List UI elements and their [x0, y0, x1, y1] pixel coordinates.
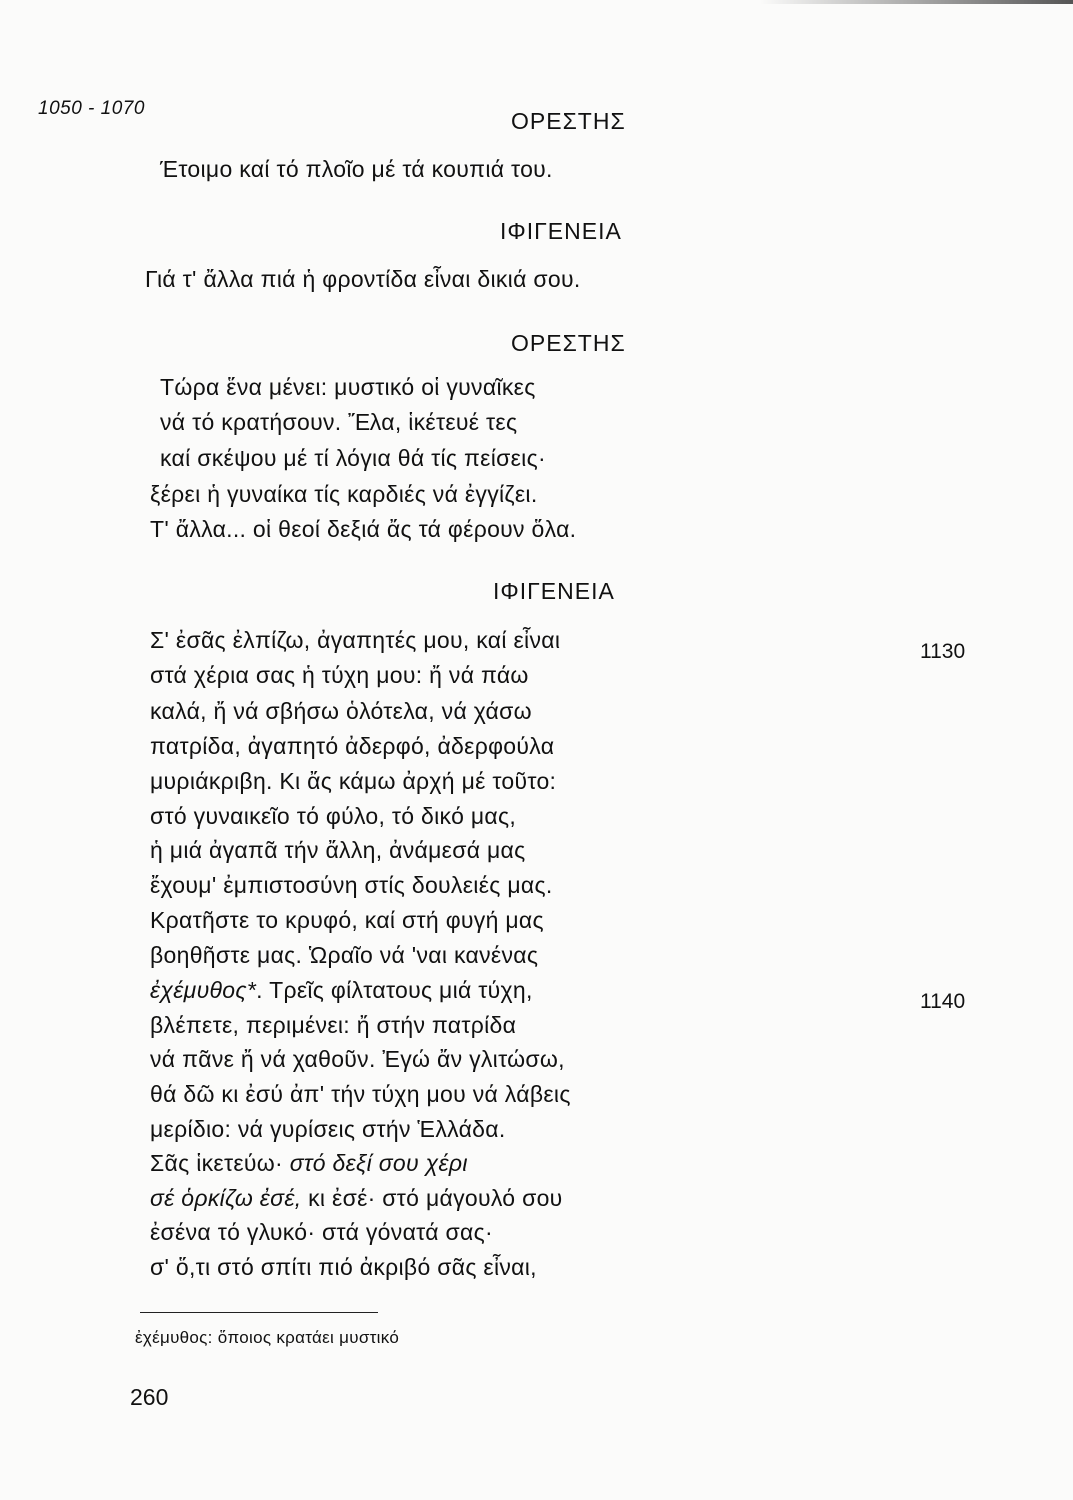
verse-line: Κρατῆστε το κρυφό, καί στή φυγή μας: [150, 907, 544, 933]
verse-line-start: Σᾶς ἱκετεύω·: [150, 1150, 290, 1176]
verse-line: μερίδιο: νά γυρίσεις στήν Ἑλλάδα.: [150, 1116, 506, 1142]
verse-line: βοηθῆστε μας. Ὡραῖο νά 'ναι κανένας: [150, 942, 539, 968]
verse-line: Έτοιμο καί τό πλοῖο μέ τά κουπιά του.: [160, 156, 553, 182]
verse-line: Σ' ἐσᾶς ἐλπίζω, ἀγαπητές μου, καί εἶναι: [150, 627, 561, 653]
page-number: 260: [130, 1384, 169, 1410]
verse-line: πατρίδα, ἀγαπητό ἀδερφό, ἀδερφούλα: [150, 733, 555, 759]
speaker-label: ΙΦΙΓΕΝΕΙΑ: [500, 218, 622, 244]
speaker-label: ΙΦΙΓΕΝΕΙΑ: [493, 578, 615, 604]
italic-phrase: σέ ὁρκίζω ἐσέ,: [150, 1185, 302, 1211]
verse-line: [150, 977, 533, 1004]
line-range-header: 1050 - 1070: [38, 98, 145, 119]
verse-line: στό γυναικεῖο τό φύλο, τό δικό μας,: [150, 803, 517, 829]
verse-line: σ' ὅ,τι στό σπίτι πιό ἀκριβό σᾶς εἶναι,: [150, 1254, 537, 1280]
scan-edge-shadow: [760, 0, 1073, 4]
verse-line: Τώρα ἕνα μένει: μυστικό οἱ γυναῖκες: [160, 374, 536, 400]
verse-line: νά τό κρατήσουν. Ἔλα, ἱκέτευέ τες: [160, 409, 518, 435]
verse-line: [150, 1150, 468, 1177]
verse-line: βλέπετε, περιμένει: ἤ στήν πατρίδα: [150, 1012, 517, 1038]
verse-line: Τ' ἄλλα... οἱ θεοί δεξιά ἄς τά φέρουν ὅλα.: [150, 516, 577, 542]
line-number: 1130: [920, 640, 966, 663]
italic-term: ἐχέμυθος*: [150, 977, 257, 1003]
italic-phrase: στό δεξί σου χέρι: [289, 1150, 468, 1176]
verse-line: Γιά τ' ἄλλα πιά ἡ φροντίδα εἶναι δικιά σου.: [145, 266, 581, 292]
verse-line-rest: . Τρεῖς φίλτατους μιά τύχη,: [256, 977, 533, 1003]
footnote-rule: [140, 1312, 378, 1313]
verse-line: ἐσένα τό γλυκό· στά γόνατά σας·: [150, 1219, 493, 1245]
verse-line: ἔχουμ' ἐμπιστοσύνη στίς δουλειές μας.: [150, 872, 553, 898]
verse-line: [150, 1185, 563, 1212]
verse-line: στά χέρια σας ἡ τύχη μου: ἤ νά πάω: [150, 662, 529, 688]
line-number: 1140: [920, 990, 966, 1013]
verse-line: καί σκέψου μέ τί λόγια θά τίς πείσεις·: [160, 445, 546, 471]
verse-line: ἡ μιά ἀγαπᾶ τήν ἄλλη, ἀνάμεσά μας: [150, 837, 526, 863]
verse-line: καλά, ἤ νά σβήσω ὁλότελα, νά χάσω: [150, 698, 532, 724]
verse-line: ξέρει ἡ γυναίκα τίς καρδιές νά ἐγγίζει.: [150, 481, 538, 507]
speaker-label: ΟΡΕΣΤΗΣ: [511, 330, 626, 356]
verse-line: νά πᾶνε ἤ νά χαθοῦν. Ἐγώ ἄν γλιτώσω,: [150, 1046, 565, 1072]
verse-line: θά δῶ κι ἐσύ ἀπ' τήν τύχη μου νά λάβεις: [150, 1081, 571, 1107]
verse-line-rest: κι ἐσέ· στό μάγουλό σου: [301, 1185, 563, 1211]
footnote: ἐχέμυθος: ὅποιος κρατάει μυστικό: [135, 1328, 400, 1347]
verse-line: μυριάκριβη. Κι ἄς κάμω ἀρχή μέ τοῦτο:: [150, 768, 557, 794]
speaker-label: ΟΡΕΣΤΗΣ: [511, 108, 626, 134]
